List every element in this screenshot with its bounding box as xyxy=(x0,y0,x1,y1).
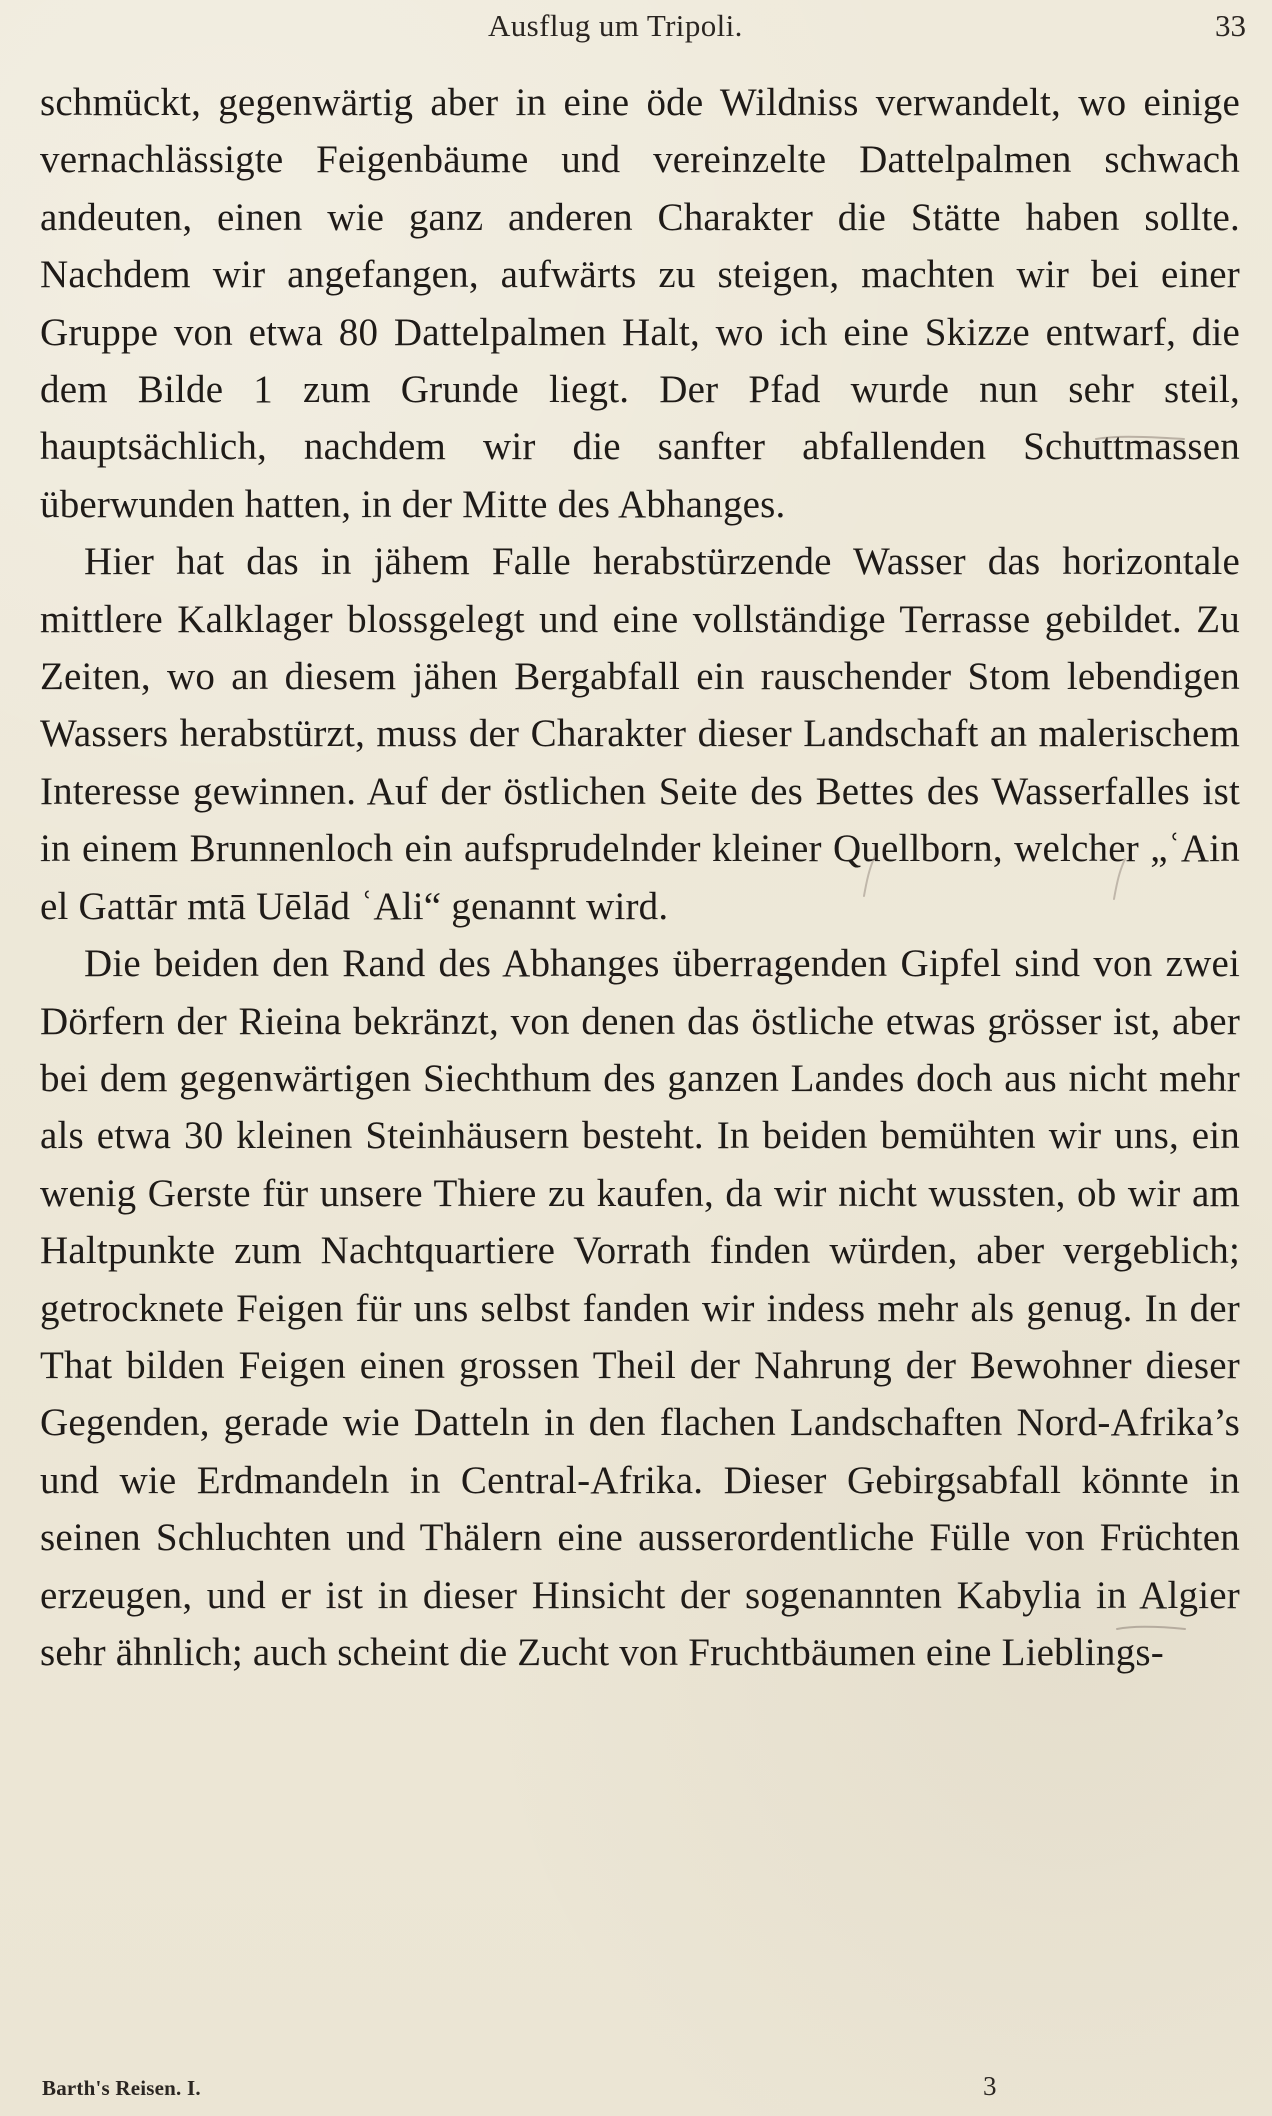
page-number: 33 xyxy=(1215,8,1246,43)
running-title: Ausflug um Tripoli. xyxy=(488,8,743,43)
book-signature: Barth's Reisen. I. xyxy=(42,2076,201,2100)
paragraph-2: Hier hat das in jähem Falle herabstürzende Wasser das horizontale mittlere Kalklager blossgelegt und eine vollständige Terrasse gebildet. Zu Zeiten, wo an diesem jähen Bergabfall ein rauschender Stom lebendigen Wassers herabstürzt, muss der Charakter dieser Landschaft an malerischem Interesse gewinnen. Auf der östlichen Seite des Bettes des Wasserfalles ist in einem Brunnenloch ein aufsprudelnder kleiner Quellborn, welcher „ʿAin el Gattār mtā Uēlād ʿAli“ genannt wird. xyxy=(40,540,1240,928)
running-head xyxy=(0,8,1272,54)
signature-number: 3 xyxy=(983,2071,997,2101)
paragraph-1: schmückt, gegenwärtig aber in eine öde Wildniss verwandelt, wo einige vernachlässigte Feigenbäume und vereinzelte Dattelpalmen schwach andeuten, einen wie ganz anderen Charakter die Stätte haben sollte. Nachdem wir angefangen, aufwärts zu steigen, machten wir bei einer Gruppe von etwa 80 Dattelpalmen Halt, wo ich eine Skizze entwarf, die dem Bilde 1 zum Grunde liegt. Der Pfad wurde nun sehr steil, hauptsächlich, nachdem wir die sanfter abfallenden Schuttmassen überwunden hatten, in der Mitte des Abhanges. xyxy=(40,81,1240,526)
body-text xyxy=(40,74,1240,1681)
paragraph-3: Die beiden den Rand des Abhanges überragenden Gipfel sind von zwei Dörfern der Rieina bekränzt, von denen das östliche etwas grösser ist, aber bei dem gegenwärtigen Siechthum des ganzen Landes doch aus nicht mehr als etwa 30 kleinen Steinhäusern besteht. In beiden bemühten wir uns, ein wenig Gerste für unsere Thiere zu kaufen, da wir nicht wussten, ob wir am Haltpunkte zum Nachtquartiere Vorrath finden würden, aber vergeblich; getrocknete Feigen für uns selbst fanden wir indess mehr als genug. In der That bilden Feigen einen grossen Theil der Nahrung der Bewohner dieser Gegenden, gerade wie Datteln in den flachen Landschaften Nord-Afrika’s und wie Erdmandeln in Central-Afrika. Dieser Gebirgsabfall könnte in seinen Schluchten und Thälern eine ausserordentliche Fülle von Früchten erzeugen, und er ist in dieser Hinsicht der sogenannten Kabylia in Algier sehr ähnlich; auch scheint die Zucht von Fruchtbäumen eine Lieblings- xyxy=(40,942,1240,1674)
